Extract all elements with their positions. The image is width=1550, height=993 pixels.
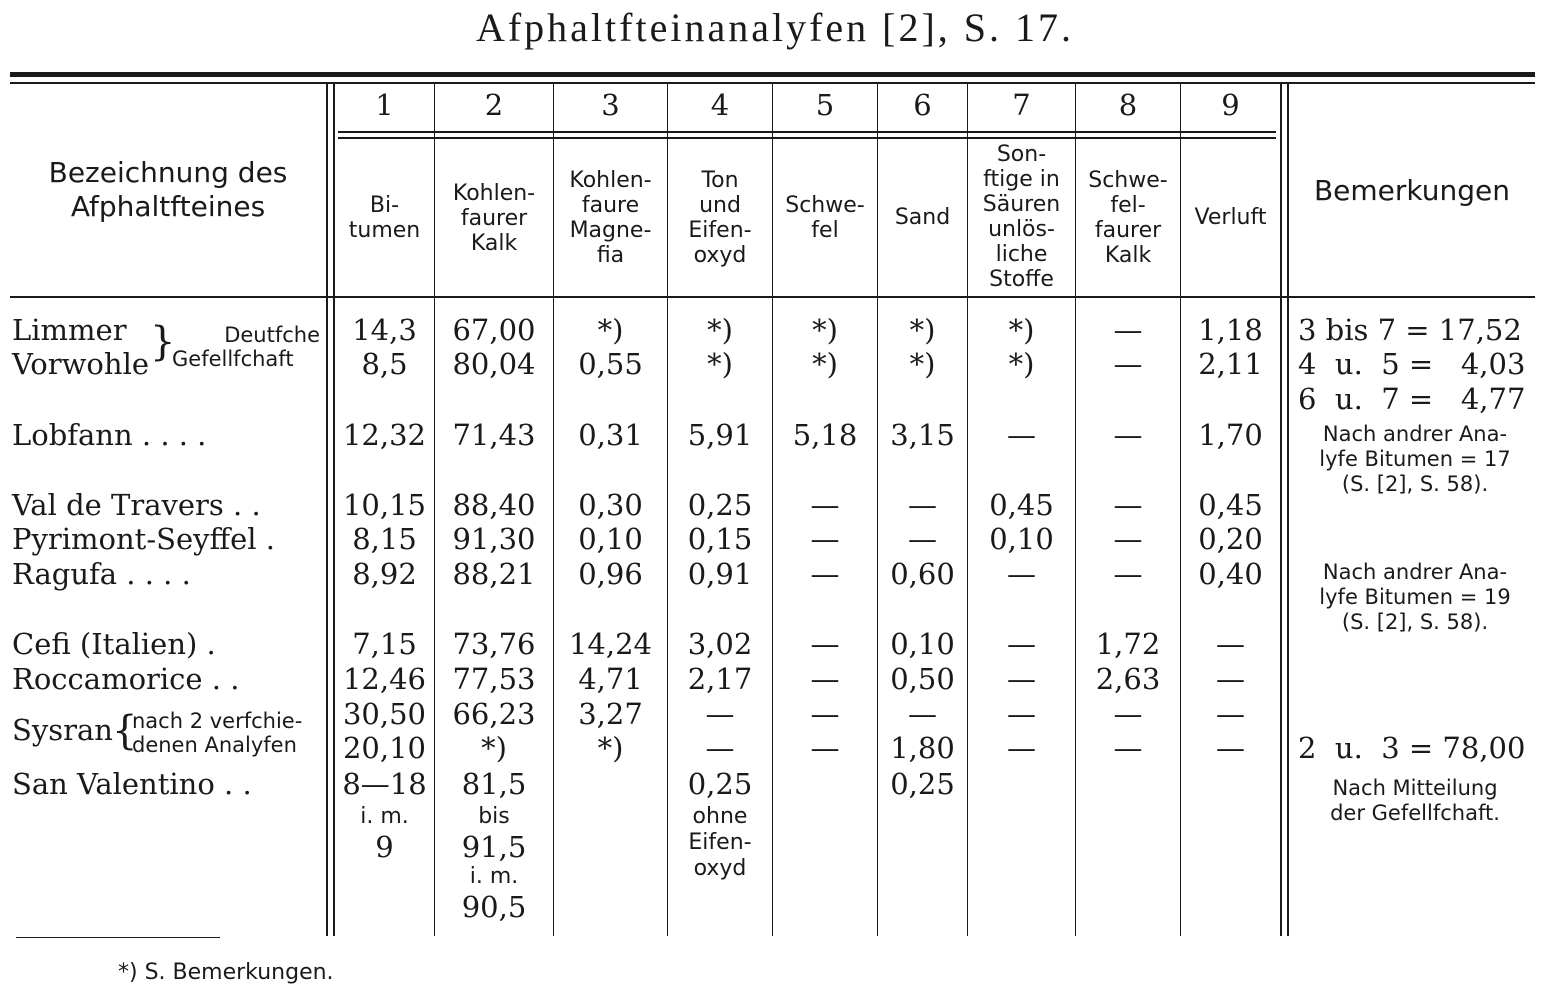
table-cell: — bbox=[1007, 418, 1036, 452]
table-cell: — bbox=[1007, 697, 1036, 731]
table-cell: — bbox=[1007, 627, 1036, 661]
col-header-schwefel: Schwe- fel bbox=[785, 193, 865, 243]
col-header-sand: Sand bbox=[894, 205, 951, 230]
table-cell: — bbox=[810, 522, 840, 556]
header-remarks: Bemerkungen bbox=[1313, 174, 1511, 207]
table-cell: 12,32 bbox=[342, 418, 427, 452]
table-cell: *) bbox=[597, 313, 624, 347]
table-cell: 1,70 bbox=[1198, 418, 1263, 452]
table-cell: 0,10 bbox=[578, 522, 643, 556]
table-cell: 7,15 bbox=[352, 627, 417, 661]
table-cell: 8,5 bbox=[361, 347, 408, 381]
sv-col1-extra: i. m. 9 bbox=[360, 804, 409, 864]
table-cell: 0,10 bbox=[989, 522, 1054, 556]
table-cell: — bbox=[1216, 697, 1245, 731]
table-cell: 0,91 bbox=[687, 557, 753, 591]
remark-san-valentino: Nach Mitteilung der Gefellfchaft. bbox=[1330, 776, 1500, 825]
table-cell: 0,20 bbox=[1198, 522, 1263, 556]
col-number: 9 bbox=[1221, 88, 1240, 122]
table-cell: 0,55 bbox=[578, 347, 643, 381]
table-cell: 8,15 bbox=[352, 522, 417, 556]
table-cell: 0,31 bbox=[578, 418, 643, 452]
table-cell: 20,10 bbox=[342, 731, 427, 765]
table-cell: 71,43 bbox=[452, 418, 536, 452]
brace-sysran: { bbox=[112, 708, 138, 754]
sv-col2-extra: bis 91,5 i. m. 90,5 bbox=[461, 804, 527, 924]
table-cell: 1,80 bbox=[890, 731, 955, 765]
table-cell: — bbox=[1113, 418, 1143, 452]
col-number: 7 bbox=[1012, 88, 1031, 122]
row-label-san-valentino: San Valentino . . bbox=[12, 767, 252, 801]
table-cell: — bbox=[810, 557, 840, 591]
table-cell: 30,50 bbox=[342, 697, 427, 731]
col-header-verlust: Verluft bbox=[1194, 205, 1267, 230]
table-cell: *) bbox=[812, 313, 838, 347]
table-cell: *) bbox=[1008, 313, 1035, 347]
table-cell: 4,71 bbox=[578, 662, 643, 696]
table-cell: — bbox=[810, 627, 840, 661]
table-cell: 73,76 bbox=[452, 627, 536, 661]
table-cell: — bbox=[1007, 557, 1036, 591]
table-cell: 0,10 bbox=[890, 627, 955, 661]
vrule-right-b bbox=[1287, 84, 1289, 936]
col-number: 4 bbox=[710, 88, 730, 122]
table-cell: 14,3 bbox=[352, 313, 417, 347]
table-cell: *) bbox=[812, 347, 838, 381]
table-cell: 77,53 bbox=[452, 662, 536, 696]
col-header-bitumen: Bi- tumen bbox=[348, 193, 421, 243]
table-cell: 0,45 bbox=[989, 488, 1054, 522]
table-cell: — bbox=[1113, 522, 1143, 556]
table-cell: 14,24 bbox=[568, 627, 653, 661]
table-cell: 8—18 bbox=[342, 767, 427, 801]
table-cell: — bbox=[810, 662, 840, 696]
row-label-limmer: Limmer bbox=[12, 313, 127, 347]
table-cell: 2,63 bbox=[1095, 662, 1161, 696]
row-label-val-de-travers: Val de Travers . . bbox=[12, 488, 261, 522]
table-cell: 0,30 bbox=[578, 488, 643, 522]
table-cell: 3,27 bbox=[578, 697, 643, 731]
numbers-rule-a bbox=[338, 131, 1276, 133]
table-cell: — bbox=[1113, 313, 1143, 347]
remark-sysran: 2 u. 3 = 78,00 bbox=[1298, 731, 1526, 765]
vrule-right-a bbox=[1280, 84, 1282, 936]
table-cell: 3,02 bbox=[687, 627, 753, 661]
table-cell: — bbox=[1216, 662, 1245, 696]
vrule-left-a bbox=[326, 84, 328, 936]
table-cell: — bbox=[1216, 731, 1245, 765]
row-label-ragusa: Ragufa . . . . bbox=[12, 557, 191, 591]
row-label-cesi: Cefi (Italien) . bbox=[12, 627, 216, 661]
table-cell: 8,92 bbox=[352, 557, 417, 591]
table-cell: 88,40 bbox=[452, 488, 536, 522]
table-cell: — bbox=[1113, 488, 1143, 522]
col-header-magnesia: Kohlen- faure Magne- fia bbox=[569, 168, 652, 268]
table-cell: 0,25 bbox=[687, 767, 753, 801]
col-header-kalk: Kohlen- faurer Kalk bbox=[452, 181, 536, 256]
remark-ragusa-note: Nach andrer Ana- lyfe Bitumen = 19 (S. [2], S. 58). bbox=[1319, 560, 1511, 634]
table-cell: — bbox=[705, 731, 735, 765]
table-cell: — bbox=[1007, 662, 1036, 696]
table-cell: 81,5 bbox=[461, 767, 527, 801]
table-cell: *) bbox=[909, 347, 936, 381]
col-number: 6 bbox=[913, 88, 932, 122]
table-cell: — bbox=[1113, 731, 1143, 765]
footnote: *) S. Bemerkungen. bbox=[118, 960, 334, 985]
table-cell: 0,15 bbox=[687, 522, 753, 556]
table-cell: 1,18 bbox=[1198, 313, 1263, 347]
table-cell: — bbox=[705, 697, 735, 731]
table-cell: — bbox=[1007, 731, 1036, 765]
table-cell: — bbox=[1113, 697, 1143, 731]
table-cell: — bbox=[1113, 347, 1143, 381]
table-cell: 91,30 bbox=[452, 522, 536, 556]
table-cell: 0,96 bbox=[578, 557, 643, 591]
table-cell: *) bbox=[909, 313, 936, 347]
table-cell: 3,15 bbox=[890, 418, 955, 452]
table-cell: *) bbox=[1008, 347, 1035, 381]
table-cell: 0,60 bbox=[890, 557, 955, 591]
table-cell: — bbox=[810, 731, 840, 765]
table-cell: — bbox=[1216, 627, 1245, 661]
numbers-rule-b bbox=[338, 137, 1276, 139]
group-label-deutsche: Deutfche Gefellfchaft bbox=[172, 323, 320, 371]
top-rule-thick bbox=[10, 72, 1535, 77]
table-cell: 5,18 bbox=[792, 418, 858, 452]
table-cell: 80,04 bbox=[452, 347, 536, 381]
table-cell: 0,40 bbox=[1198, 557, 1263, 591]
remark-lobsann-note: Nach andrer Ana- lyfe Bitumen = 17 (S. [2], S. 58). bbox=[1319, 422, 1511, 496]
col-number: 8 bbox=[1118, 88, 1138, 122]
table-cell: 1,72 bbox=[1095, 627, 1161, 661]
row-label-pyrimont: Pyrimont-Seyffel . bbox=[12, 522, 276, 556]
table-cell: 66,23 bbox=[452, 697, 536, 731]
table-cell: 12,46 bbox=[342, 662, 427, 696]
remark-lobsann: 6 u. 7 = 4,77 bbox=[1298, 382, 1526, 416]
table-cell: — bbox=[908, 488, 937, 522]
remark-vorwohle: 4 u. 5 = 4,03 bbox=[1298, 347, 1526, 381]
remark-limmer: 3 bis 7 = 17,52 bbox=[1298, 313, 1522, 347]
table-cell: *) bbox=[481, 731, 507, 765]
sv-col4-extra: ohne Eifen- oxyd bbox=[688, 804, 752, 881]
col-number: 5 bbox=[815, 88, 835, 122]
brace-deutsche: } bbox=[150, 319, 176, 365]
group-label-sysran: nach 2 verfchie- denen Analyfen bbox=[132, 709, 303, 757]
table-cell: 5,91 bbox=[687, 418, 753, 452]
table-cell: 88,21 bbox=[452, 557, 536, 591]
table-cell: *) bbox=[597, 731, 624, 765]
table-cell: — bbox=[908, 697, 937, 731]
col-header-stoffe: Son- ftige in Säuren unlös- liche Stoffe bbox=[982, 142, 1061, 292]
table-cell: 67,00 bbox=[452, 313, 536, 347]
table-cell: 2,17 bbox=[687, 662, 753, 696]
table-cell: 0,25 bbox=[687, 488, 753, 522]
table-cell: 0,25 bbox=[890, 767, 955, 801]
table-cell: — bbox=[810, 488, 840, 522]
row-label-sysran: Sysran bbox=[12, 713, 113, 747]
table-cell: *) bbox=[707, 313, 733, 347]
table-cell: — bbox=[810, 697, 840, 731]
header-designation: Bezeichnung des Afphaltfteines bbox=[48, 156, 288, 223]
table-cell: — bbox=[908, 522, 937, 556]
table-cell: 0,50 bbox=[890, 662, 955, 696]
col-header-ton: Ton und Eifen- oxyd bbox=[688, 168, 752, 268]
row-label-lobsann: Lobfann . . . . bbox=[12, 418, 207, 452]
table-cell: 2,11 bbox=[1198, 347, 1263, 381]
col-header-schwefelkalk: Schwe- fel- faurer Kalk bbox=[1088, 168, 1168, 268]
table-cell: 0,45 bbox=[1198, 488, 1263, 522]
table-cell: 10,15 bbox=[342, 488, 427, 522]
col-number: 1 bbox=[375, 88, 394, 122]
table-cell: *) bbox=[707, 347, 733, 381]
row-label-roccamorice: Roccamorice . . bbox=[12, 662, 240, 696]
table-cell: — bbox=[1113, 557, 1143, 591]
page-title: Afphaltfteinanalyfen [2], S. 17. bbox=[475, 5, 1075, 50]
col-number: 3 bbox=[601, 88, 620, 122]
row-label-vorwohle: Vorwohle bbox=[12, 347, 149, 381]
col-number: 2 bbox=[484, 88, 504, 122]
footnote-rule bbox=[16, 937, 220, 938]
